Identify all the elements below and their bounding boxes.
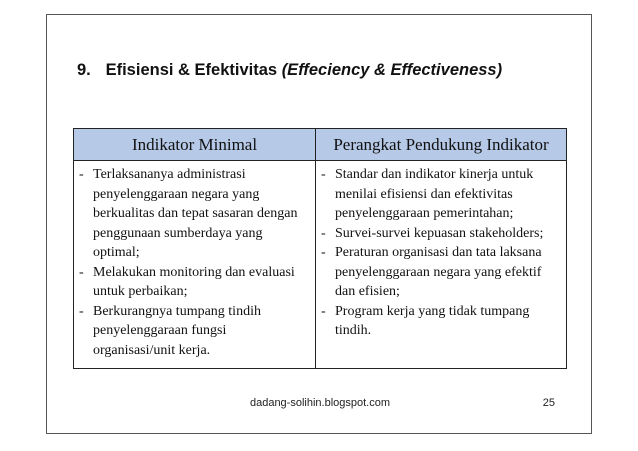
- table-header-row: [74, 129, 567, 161]
- list-item: [78, 165, 311, 263]
- list-item-line: Program kerja yang tidak tumpang: [335, 303, 530, 319]
- right-item-list: [320, 165, 562, 341]
- footer-source: dadang-solihin.blogspot.com: [249, 397, 391, 409]
- dash-bullet: -: [321, 303, 326, 319]
- list-item: [320, 224, 562, 244]
- list-item-line: organisasi/unit kerja.: [93, 342, 211, 358]
- list-item: [78, 302, 311, 361]
- title-english: (Effeciency & Effectiveness): [281, 61, 503, 79]
- indicator-table: [73, 128, 567, 369]
- list-item-line: untuk perbaikan;: [93, 284, 188, 299]
- title-number: 9.: [77, 61, 91, 79]
- list-item-line: penyelenggaraan pemerintahan;: [335, 206, 514, 221]
- list-item-line: tindih.: [335, 323, 372, 338]
- list-item: [320, 243, 562, 302]
- dash-bullet: -: [79, 303, 84, 319]
- list-item-line: penyelenggaraan fungsi: [93, 323, 227, 338]
- header-indikator-minimal: Indikator Minimal: [74, 129, 316, 161]
- slide-title: [77, 61, 502, 80]
- dash-bullet: -: [79, 264, 84, 280]
- list-item: [320, 302, 562, 341]
- table-row: [74, 161, 567, 369]
- dash-bullet: -: [321, 167, 326, 182]
- page-number: 25: [542, 397, 555, 409]
- left-item-list: [78, 165, 311, 360]
- list-item-line: dan efisien;: [335, 284, 400, 299]
- list-item: [320, 165, 562, 224]
- header-perangkat-pendukung: Perangkat Pendukung Indikator: [316, 129, 567, 161]
- right-cell: [316, 161, 567, 369]
- list-item-line: penyelenggaraan negara yang efektif: [335, 264, 542, 280]
- list-item: [78, 263, 311, 302]
- list-item-line: Survei-survei kepuasan stakeholders;: [335, 225, 544, 241]
- left-cell: [74, 161, 316, 369]
- list-item-line: penggunaan sumberdaya yang: [93, 225, 263, 241]
- list-item-line: menilai efisiensi dan efektivitas: [335, 186, 513, 202]
- dash-bullet: -: [321, 245, 326, 260]
- dash-bullet: -: [321, 225, 326, 241]
- list-item-line: Melakukan monitoring dan evaluasi: [93, 264, 295, 280]
- title-main: Efisiensi & Efektivitas: [105, 61, 278, 79]
- list-item-line: optimal;: [93, 245, 140, 260]
- dash-bullet: -: [79, 167, 84, 182]
- list-item-line: Peraturan organisasi dan tata laksana: [335, 245, 542, 260]
- list-item-line: Standar dan indikator kinerja untuk: [335, 167, 534, 182]
- list-item-line: Berkurangnya tumpang tindih: [93, 303, 261, 319]
- list-item-line: penyelenggaraan negara yang: [93, 186, 260, 202]
- list-item-line: berkualitas dan tepat sasaran dengan: [93, 206, 298, 221]
- list-item-line: Terlaksananya administrasi: [93, 167, 246, 182]
- slide: [46, 14, 592, 434]
